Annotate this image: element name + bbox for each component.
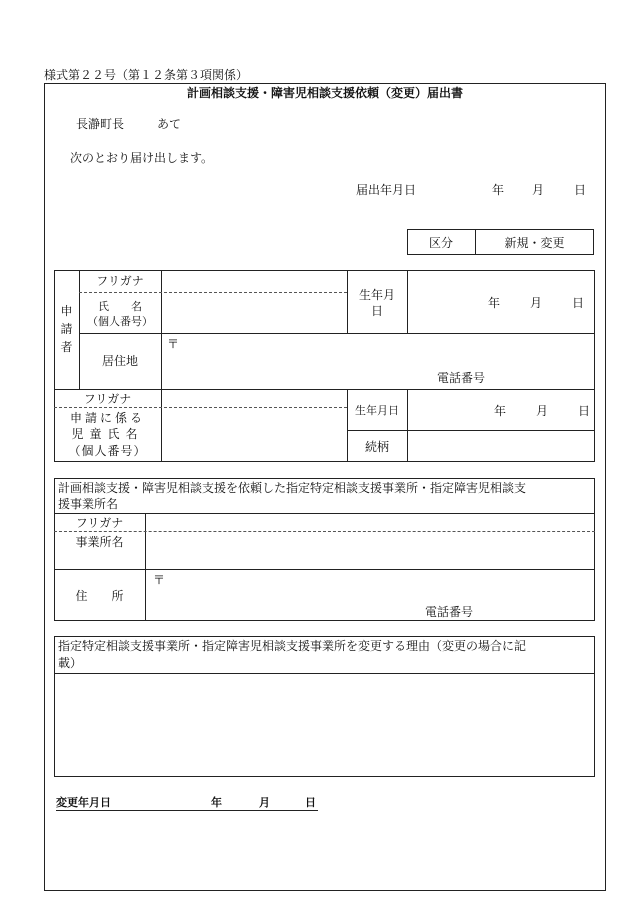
label-col-line [161,270,162,462]
applicant-phone-label: 電話番号 [437,371,486,385]
reason-heading-bottom [54,673,595,674]
office-heading-line-1: 計画相談支援・障害児相談支援を依頼した指定特定相談支援事業所・指定障害児相談支 [58,481,527,495]
reason-heading-line-2: 載） [58,656,83,670]
category-label[interactable]: 区分 [428,236,453,250]
applicant-section-bottom [54,389,595,390]
applicant-name-bottom [79,333,595,334]
child-birth-day: 日 [578,404,591,418]
child-relation-label: 続柄 [364,440,389,454]
change-month: 月 [259,796,270,809]
applicant-char-1: 申 [60,304,73,318]
applicant-id-label: （個人番号） [87,315,153,328]
change-day: 日 [305,796,316,809]
office-furigana-dash [54,531,595,532]
applicant-char-2: 請 [60,322,73,336]
office-address-label: 住 所 [75,589,124,603]
addressee-suffix: あて [157,117,182,131]
reason-heading-line-1: 指定特定相談支援事業所・指定障害児相談支援事業所を変更する理由（変更の場合に記 [58,639,527,653]
reason-table [54,636,595,777]
birth-value-col-line [407,270,408,333]
child-label-3: （個人番号） [68,444,147,458]
applicant-address-label: 居住地 [101,354,138,368]
child-label-2: 児童氏名 [71,427,144,441]
form-title [44,86,606,100]
change-date-label: 変更年月日 [56,796,111,809]
applicant-furigana-label: フリガナ [96,274,144,288]
applicant-birth-day: 日 [572,296,585,310]
office-furigana-label: フリガナ [75,516,124,530]
submission-month: 月 [532,183,545,197]
intro-text: 次のとおり届け出します。 [70,151,214,165]
child-birth-month: 月 [536,404,549,418]
applicant-furigana-dash [79,292,347,293]
office-heading-line-2: 援事業所名 [58,497,119,511]
office-phone-label: 電話番号 [425,605,474,619]
applicant-birth-label-1: 生年月 [358,288,395,302]
submission-date-label: 届出年月日 [356,183,417,197]
change-year: 年 [211,796,222,809]
form-number: 様式第２２号（第１２条第３項関係） [44,68,249,82]
child-birth-label: 生年月日 [355,404,399,417]
office-postal-mark: 〒 [153,573,166,587]
office-heading-bottom [54,513,595,514]
office-name-label: 事業所名 [75,535,124,549]
change-date-underline [56,810,318,811]
applicant-birth-month: 月 [530,296,543,310]
office-label-col-line [145,513,146,621]
form-title-text: 計画相談支援・障害児相談支援依頼（変更）届出書 [186,86,463,100]
addressee-name: 長瀞町長 [76,117,125,131]
child-furigana-label: フリガナ [83,392,132,406]
applicant-birth-label-2: 日 [370,304,383,318]
child-birth-year: 年 [494,404,507,418]
applicant-char-3: 者 [60,340,73,354]
submission-day: 日 [574,183,587,197]
applicant-birth-year: 年 [488,296,501,310]
applicant-postal-mark: 〒 [167,337,180,351]
office-name-bottom [54,569,595,570]
applicant-name-label: 氏 名 [98,300,142,313]
category-value[interactable]: 新規・変更 [504,236,565,250]
child-birth-value-col-line [407,389,408,462]
child-birth-bottom [347,430,595,431]
child-label-1: 申請に係る [69,411,145,425]
submission-year: 年 [492,183,505,197]
child-furigana-dash [54,407,347,408]
